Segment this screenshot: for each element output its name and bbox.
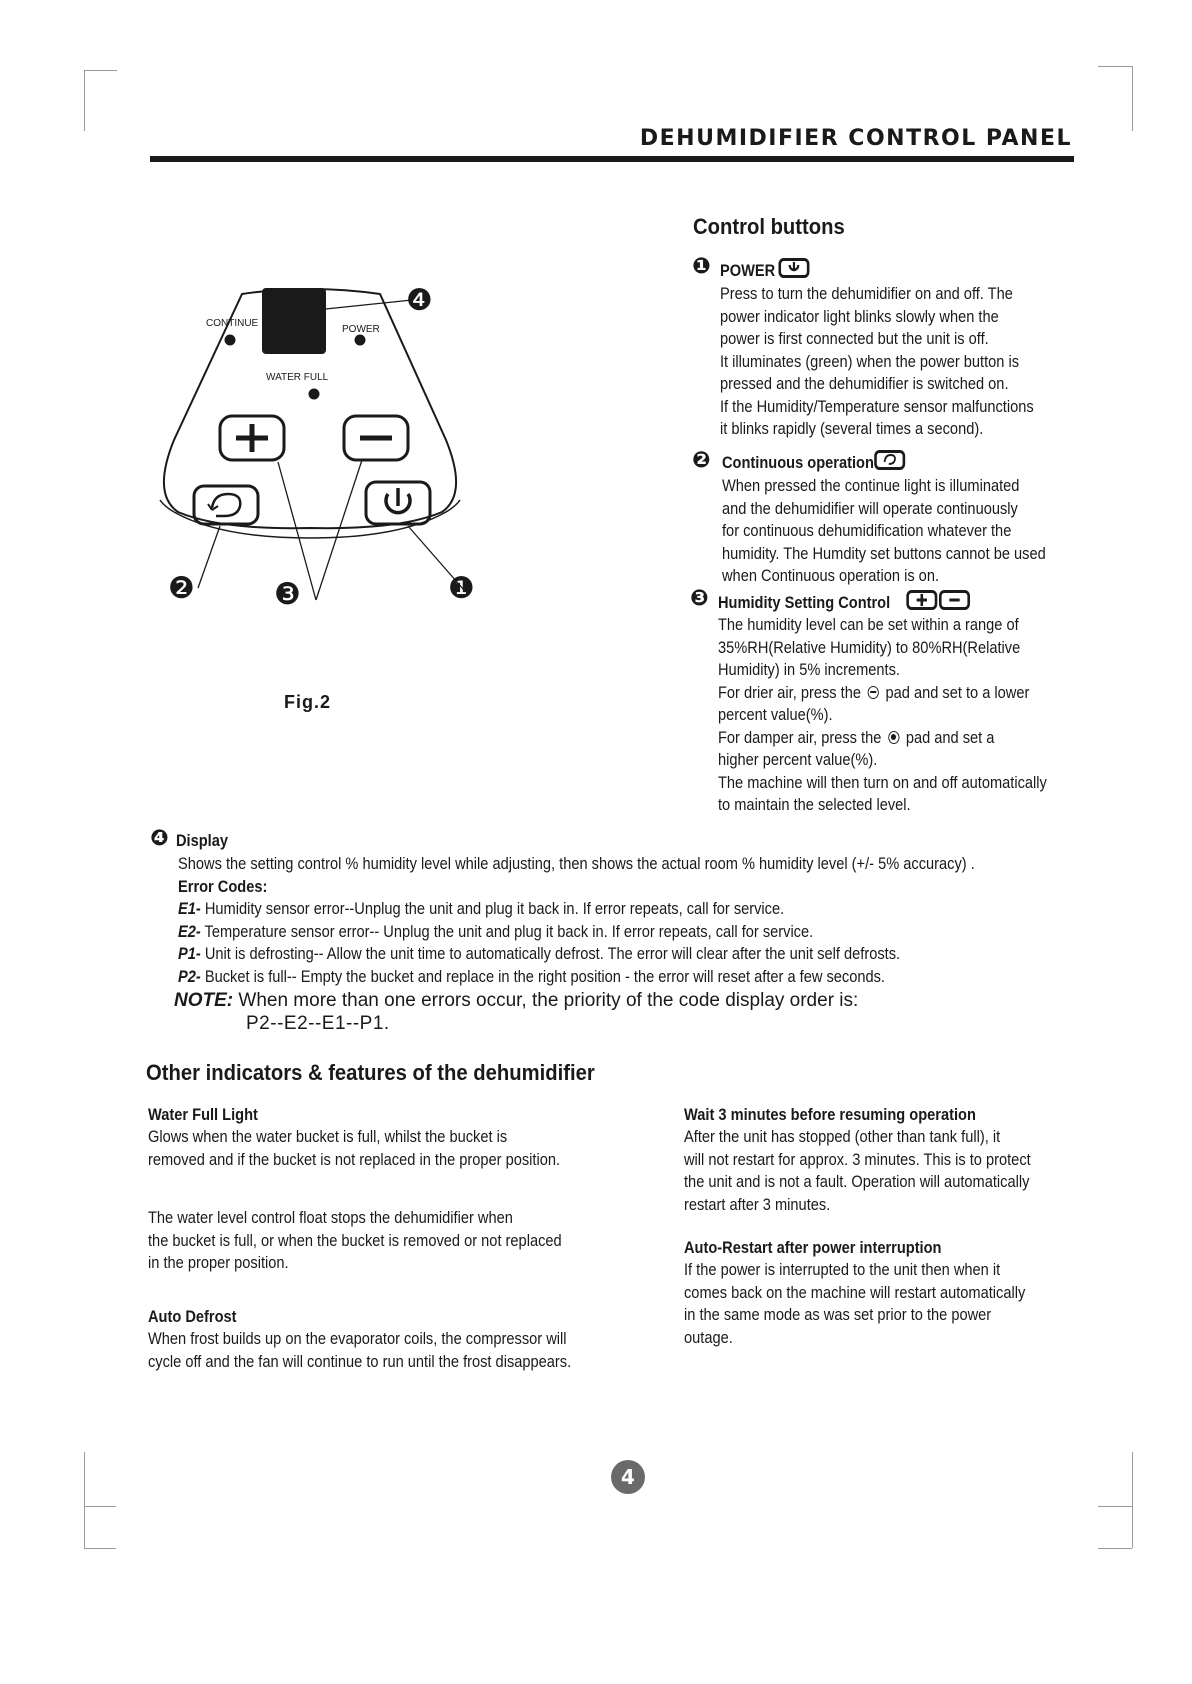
humidity-line: higher percent value(%). bbox=[718, 750, 878, 769]
auto-restart-line: in the same mode as was set prior to the power bbox=[684, 1305, 992, 1324]
float-line: the bucket is full, or when the bucket is removed or not replaced bbox=[148, 1230, 562, 1250]
label-water-full: WATER FULL bbox=[266, 372, 329, 383]
float-description bbox=[148, 1207, 562, 1275]
crop-mark-bottom-left bbox=[84, 1452, 117, 1548]
crop-mark-bottom-left-h bbox=[84, 1506, 116, 1508]
auto-restart-line: outage. bbox=[684, 1327, 733, 1347]
crop-mark-bottom-left-h2 bbox=[84, 1548, 116, 1550]
power-key-icon bbox=[779, 258, 810, 278]
error-code-row bbox=[178, 943, 900, 966]
crop-mark-bottom-right bbox=[1098, 1452, 1133, 1548]
crop-mark-top-left bbox=[84, 70, 117, 131]
power-line: If the Humidity/Temperature sensor malfunctions bbox=[720, 396, 1034, 416]
error-code-text: Unit is defrosting-- Allow the unit time to automatically defrost. The error will clear after the unit self defrosts. bbox=[200, 944, 901, 963]
minus-key-icon bbox=[939, 590, 970, 610]
power-line: It illuminates (green) when the power button is bbox=[720, 351, 1020, 371]
continuous-line: and the dehumidifier will operate continuously bbox=[722, 498, 1018, 518]
error-code-text: Bucket is full-- Empty the bucket and replace in the right position - the error will reset after a few seconds. bbox=[200, 966, 885, 986]
panel-inner-curve bbox=[160, 500, 460, 538]
continue-key-icon bbox=[874, 450, 905, 470]
crop-mark-bottom-right-h2 bbox=[1098, 1548, 1132, 1550]
water-full-line: Glows when the water bucket is full, whilst the bucket is bbox=[148, 1127, 508, 1146]
callout-1: ❶ bbox=[448, 571, 475, 606]
auto-defrost-description bbox=[148, 1328, 571, 1373]
humidity-line: The humidity level can be set within a range of bbox=[718, 615, 1019, 634]
other-left-column bbox=[148, 1104, 627, 1171]
note bbox=[174, 990, 858, 1012]
crop-mark-top-right bbox=[1098, 66, 1133, 131]
humidity-line-drier bbox=[718, 682, 1047, 705]
display-screen bbox=[262, 288, 326, 354]
power-heading bbox=[720, 258, 810, 282]
wait-block bbox=[684, 1104, 1087, 1216]
auto-defrost-line: When frost builds up on the evaporator coils, the compressor will bbox=[148, 1329, 567, 1348]
power-line: power is first connected but the unit is off. bbox=[720, 329, 989, 348]
damper-text-2: pad and set a bbox=[905, 727, 995, 747]
auto-defrost-heading: Auto Defrost bbox=[148, 1307, 237, 1326]
power-line: Press to turn the dehumidifier on and off. The bbox=[720, 284, 1013, 303]
power-heading-text: POWER bbox=[720, 261, 776, 280]
humidity-line: Humidity) in 5% increments. bbox=[718, 660, 900, 679]
continue-key-frame bbox=[194, 486, 258, 524]
power-line: power indicator light blinks slowly when the bbox=[720, 306, 999, 326]
wait-line: restart after 3 minutes. bbox=[684, 1194, 831, 1214]
continuous-line: When pressed the continue light is illuminated bbox=[722, 476, 1020, 495]
wait-line: the unit and is not a fault. Operation will automatically bbox=[684, 1172, 1030, 1191]
error-code-row bbox=[178, 921, 900, 944]
auto-defrost-line: cycle off and the fan will continue to run until the frost disappears. bbox=[148, 1351, 572, 1371]
humidity-line: The machine will then turn on and off automatically bbox=[718, 772, 1047, 792]
figure-caption: Fig.2 bbox=[284, 692, 332, 712]
page-number-badge: 4 bbox=[611, 1460, 645, 1494]
humidity-line: 35%RH(Relative Humidity) to 80%RH(Relative bbox=[718, 637, 1021, 657]
damper-text: For damper air, press the bbox=[718, 727, 882, 747]
control-panel-figure bbox=[150, 280, 490, 630]
wait-description bbox=[684, 1126, 1031, 1216]
float-line: in the proper position. bbox=[148, 1253, 289, 1272]
float-line: The water level control float stops the dehumidifier when bbox=[148, 1208, 513, 1227]
display-description: Shows the setting control % humidity level while adjusting, then shows the actual room % humidity level (+/- 5% accuracy) . bbox=[178, 854, 975, 873]
callout-4: ❹ bbox=[406, 283, 433, 318]
water-full-indicator-dot bbox=[309, 389, 320, 400]
wait-line: will not restart for approx. 3 minutes. This is to protect bbox=[684, 1149, 1031, 1169]
power-description bbox=[720, 283, 1034, 441]
continuous-heading bbox=[722, 450, 905, 474]
water-full-line: removed and if the bucket is not replaced in the proper position. bbox=[148, 1149, 561, 1169]
plus-key-icon bbox=[906, 590, 937, 610]
continuous-line: when Continuous operation is on. bbox=[722, 566, 940, 585]
bullet-1: ❶ bbox=[692, 254, 711, 279]
water-full-heading: Water Full Light bbox=[148, 1105, 258, 1124]
error-codes-list bbox=[178, 898, 900, 988]
header-rule bbox=[150, 156, 1074, 162]
label-continue: CONTINUE bbox=[206, 318, 259, 329]
water-full-description bbox=[148, 1126, 560, 1171]
error-codes-title: Error Codes: bbox=[178, 877, 268, 896]
humidity-line-damper bbox=[718, 727, 1047, 750]
error-code: P1- bbox=[178, 944, 201, 963]
error-code: P2- bbox=[178, 966, 201, 986]
power-indicator-dot bbox=[355, 335, 366, 346]
continuous-line: for continuous dehumidification whatever the bbox=[722, 521, 1012, 540]
humidity-line: percent value(%). bbox=[718, 705, 833, 724]
humidity-description bbox=[718, 614, 1047, 817]
continue-indicator-dot bbox=[225, 335, 236, 346]
page-header-title: DEHUMIDIFIER CONTROL PANEL bbox=[639, 126, 1072, 151]
error-code-row bbox=[178, 966, 900, 989]
error-code: E1- bbox=[178, 899, 201, 918]
display-heading: Display bbox=[176, 831, 229, 850]
callout-3: ❸ bbox=[274, 577, 301, 612]
continuous-description bbox=[722, 475, 1046, 588]
continuous-heading-text: Continuous operation bbox=[722, 453, 874, 472]
bullet-3: ❸ bbox=[690, 586, 709, 611]
humidity-heading bbox=[718, 590, 970, 614]
bullet-2: ❷ bbox=[692, 448, 711, 473]
drier-text-2: pad and set to a lower bbox=[885, 682, 1030, 702]
power-line: pressed and the dehumidifier is switched on. bbox=[720, 374, 1009, 393]
minus-pad-icon bbox=[868, 686, 879, 699]
error-code-text: Humidity sensor error--Unplug the unit and plug it back in. If error repeats, call for service. bbox=[200, 899, 785, 918]
note-text: When more than one errors occur, the priority of the code display order is: bbox=[233, 990, 859, 1011]
auto-restart-description bbox=[684, 1259, 1025, 1349]
error-code-text: Temperature sensor error-- Unplug the unit and plug it back in. If error repeats, call for service. bbox=[200, 921, 814, 941]
auto-restart-line: If the power is interrupted to the unit then when it bbox=[684, 1260, 1001, 1279]
humidity-line: to maintain the selected level. bbox=[718, 795, 911, 814]
auto-restart-heading: Auto-Restart after power interruption bbox=[684, 1238, 942, 1257]
wait-line: After the unit has stopped (other than tank full), it bbox=[684, 1127, 1001, 1146]
auto-restart-block bbox=[684, 1237, 1081, 1349]
error-code-row bbox=[178, 898, 900, 921]
note-label: NOTE: bbox=[174, 990, 234, 1011]
drier-text: For drier air, press the bbox=[718, 682, 862, 702]
note-order: P2--E2--E1--P1. bbox=[246, 1013, 390, 1034]
control-buttons-title: Control buttons bbox=[693, 214, 845, 239]
wait-heading: Wait 3 minutes before resuming operation bbox=[684, 1105, 976, 1124]
power-line: it blinks rapidly (several times a second). bbox=[720, 419, 984, 438]
callout-2: ❷ bbox=[168, 571, 195, 606]
other-indicators-title: Other indicators & features of the dehumidifier bbox=[146, 1060, 595, 1085]
plus-pad-icon bbox=[888, 731, 899, 744]
humidity-heading-text: Humidity Setting Control bbox=[718, 593, 891, 612]
crop-mark-bottom-right-h bbox=[1098, 1506, 1132, 1508]
continuous-line: humidity. The Humdity set buttons cannot be used bbox=[722, 543, 1046, 563]
auto-restart-line: comes back on the machine will restart automatically bbox=[684, 1282, 1026, 1302]
auto-defrost-block bbox=[148, 1306, 640, 1373]
error-code: E2- bbox=[178, 921, 201, 941]
bullet-4: ❹ bbox=[150, 826, 169, 851]
label-power: POWER bbox=[342, 324, 380, 335]
